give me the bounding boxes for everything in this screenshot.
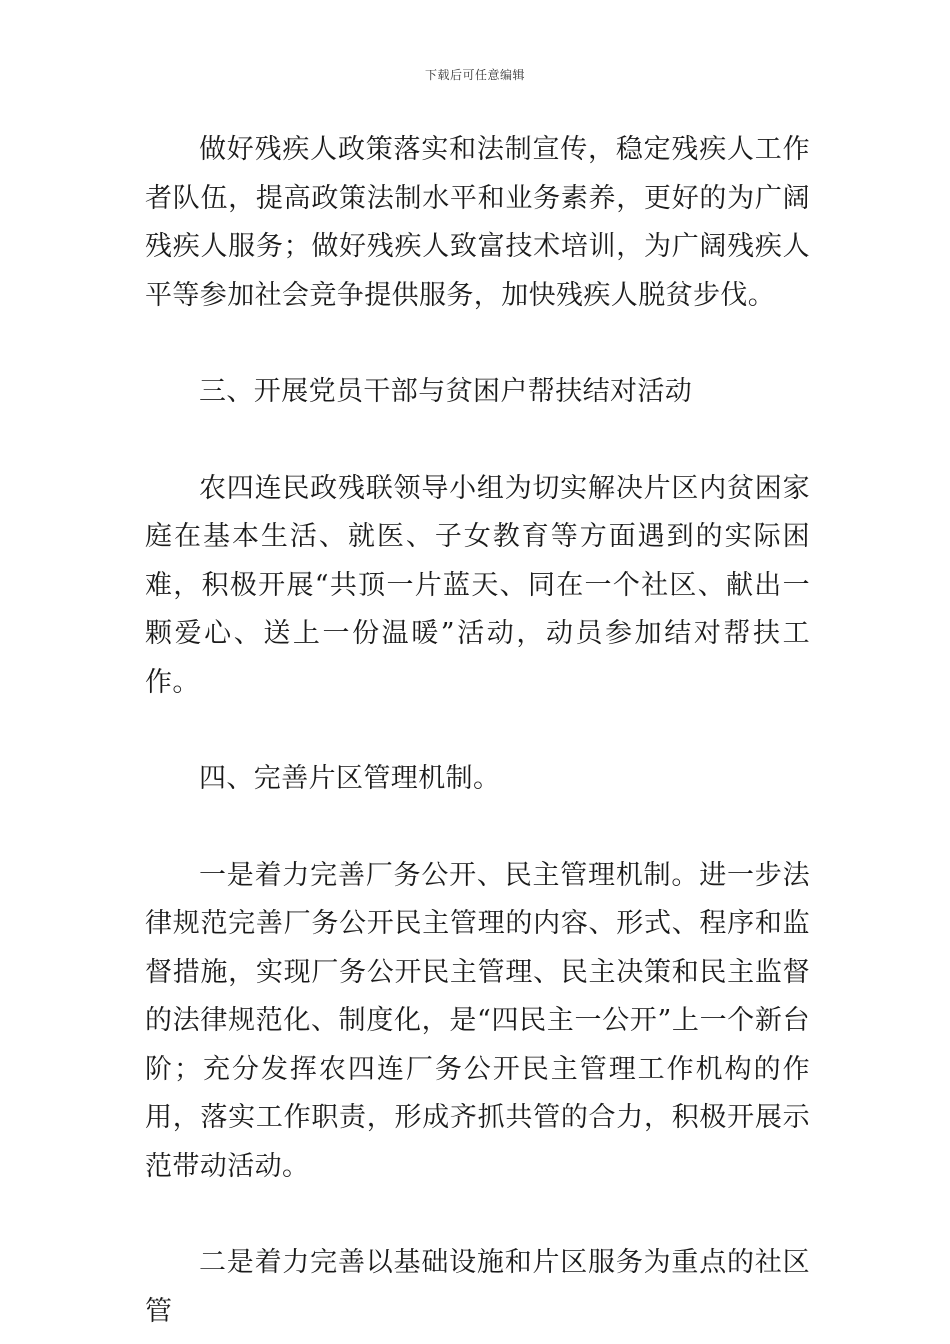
- section-heading-three: 三、开展党员干部与贫困户帮扶结对活动: [199, 376, 693, 407]
- paragraph-poverty-assistance: 农四连民政残联领导小组为切实解决片区内贫困家庭在基本生活、就医、子女教育等方面遇到的实际困难，积极开展“共顶一片蓝天、同在一个社区、献出一颗爱心、送上一份温暖”活动，动员参加结对帮扶工作。: [145, 472, 810, 698]
- section-heading-four: 四、完善片区管理机制。: [199, 763, 501, 794]
- header-note: 下载后可任意编辑: [424, 68, 525, 82]
- paragraph-community-management: 二是着力完善以基础设施和片区服务为重点的社区管: [145, 1247, 810, 1327]
- paragraph-factory-affairs: 一是着力完善厂务公开、民主管理机制。进一步法律规范完善厂务公开民主管理的内容、形式、程序和监督措施，实现厂务公开民主管理、民主决策和民主监督的法律规范化、制度化，是“四民主一公开”上一个新台阶；充分发挥农四连厂务公开民主管理工作机构的作用，落实工作职责，形成齐抓共管的合力，积极开展示范带动活动。: [145, 859, 810, 1182]
- document-body: [145, 126, 810, 1336]
- paragraph-disability-policy: 做好残疾人政策落实和法制宣传，稳定残疾人工作者队伍，提高政策法制水平和业务素养，更好的为广阔残疾人服务；做好残疾人致富技术培训，为广阔残疾人平等参加社会竞争提供服务，加快残疾人脱贫步伐。: [145, 134, 810, 311]
